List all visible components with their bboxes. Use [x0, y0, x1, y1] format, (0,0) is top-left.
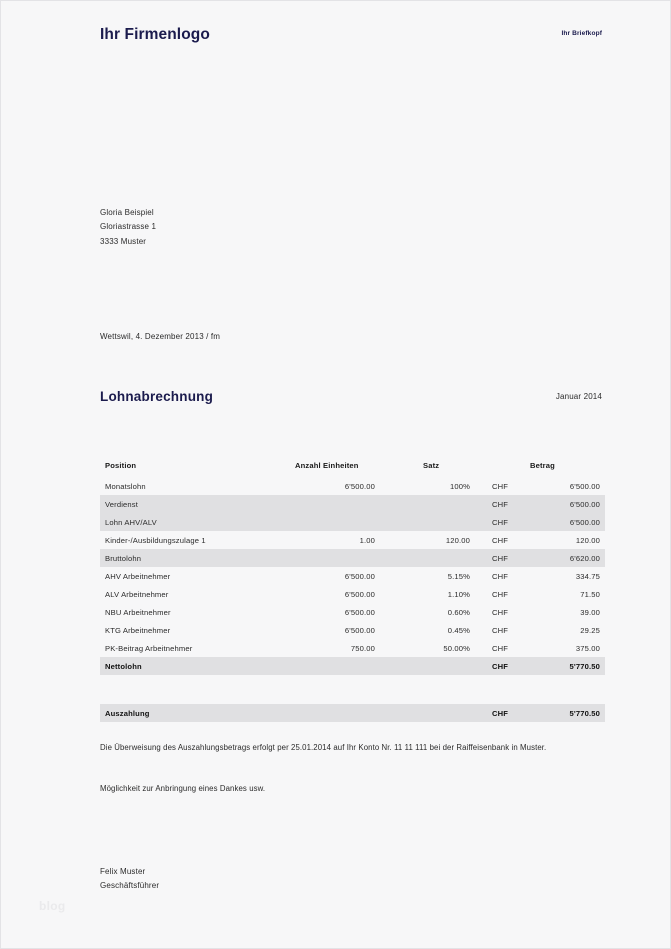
recipient-city: 3333 Muster: [100, 236, 147, 246]
cell-currency: CHF: [492, 607, 509, 617]
column-header-position: Position: [105, 460, 137, 470]
cell-rate: 5.15%: [447, 571, 470, 581]
recipient-address-block: [100, 206, 156, 249]
company-logo-text: Ihr Firmenlogo: [100, 26, 210, 43]
cell-position: Bruttolohn: [105, 553, 142, 563]
cell-quantity: 6'500.00: [344, 625, 375, 635]
cell-position: AHV Arbeitnehmer: [105, 571, 171, 581]
signature-name: Felix Muster: [100, 867, 146, 876]
cell-position: Kinder-/Ausbildungszulage 1: [105, 535, 206, 545]
cell-position: Auszahlung: [105, 708, 150, 718]
payout-section: [100, 704, 605, 722]
cell-currency: CHF: [492, 643, 509, 653]
table-row: [100, 603, 605, 621]
cell-rate: 50.00%: [443, 643, 470, 653]
signature-block: [100, 865, 159, 892]
table-row: [100, 531, 605, 549]
cell-quantity: 1.00: [359, 535, 375, 545]
table-row: [100, 639, 605, 657]
column-header-amount: Betrag: [530, 460, 555, 470]
table-row: [100, 567, 605, 585]
cell-rate: 0.60%: [447, 607, 470, 617]
column-header-rate: Satz: [423, 460, 440, 470]
payroll-table: [100, 453, 605, 675]
cell-position: Monatslohn: [105, 481, 146, 491]
cell-position: Nettolohn: [105, 661, 142, 671]
cell-rate: 1.10%: [447, 589, 470, 599]
table-row: [100, 657, 605, 675]
cell-position: NBU Arbeitnehmer: [105, 607, 171, 617]
cell-amount: 6'500.00: [569, 481, 600, 491]
cell-currency: CHF: [492, 589, 509, 599]
cell-quantity: 750.00: [350, 643, 375, 653]
table-row: [100, 585, 605, 603]
cell-position: Lohn AHV/ALV: [105, 517, 157, 527]
recipient-name: Gloria Beispiel: [100, 208, 154, 217]
table-row: [100, 495, 605, 513]
column-header-quantity: Anzahl Einheiten: [295, 460, 359, 470]
cell-position: Verdienst: [105, 499, 139, 509]
cell-amount: 375.00: [575, 643, 600, 653]
cell-quantity: 6'500.00: [344, 571, 375, 581]
page-title: Lohnabrechnung: [100, 389, 214, 404]
cell-currency: CHF: [492, 553, 509, 563]
cell-rate: 0.45%: [447, 625, 470, 635]
cell-currency: CHF: [492, 535, 509, 545]
table-header-row: [100, 453, 605, 477]
cell-amount: 5'770.50: [569, 661, 600, 671]
cell-currency: CHF: [492, 661, 509, 671]
cell-position: PK-Beitrag Arbeitnehmer: [105, 643, 193, 653]
cell-quantity: 6'500.00: [344, 481, 375, 491]
cell-amount: 29.25: [580, 625, 600, 635]
cell-amount: 334.75: [575, 571, 600, 581]
page-content: [1, 1, 670, 948]
cell-amount: 39.00: [580, 607, 600, 617]
table-row: [100, 513, 605, 531]
cell-amount: 6'620.00: [569, 553, 600, 563]
cell-currency: CHF: [492, 499, 509, 509]
transfer-note-paragraph: Die Überweisung des Auszahlungsbetrags erfolgt per 25.01.2014 auf Ihr Konto Nr. 11 11 111 bei der Raiffeisenbank in Muster.: [100, 743, 547, 752]
table-row: [100, 549, 605, 567]
cell-quantity: 6'500.00: [344, 589, 375, 599]
date-line: Wettswil, 4. Dezember 2013 / fm: [100, 332, 221, 341]
cell-quantity: 6'500.00: [344, 607, 375, 617]
cell-currency: CHF: [492, 571, 509, 581]
document-period: Januar 2014: [555, 392, 602, 401]
table-row: [100, 704, 605, 722]
table-row: [100, 621, 605, 639]
watermark-text: blog: [39, 899, 66, 913]
payout-row-container: [100, 704, 605, 722]
cell-currency: CHF: [492, 481, 509, 491]
cell-position: KTG Arbeitnehmer: [105, 625, 171, 635]
cell-currency: CHF: [492, 625, 509, 635]
cell-rate: 100%: [449, 481, 470, 491]
cell-amount: 71.50: [580, 589, 600, 599]
cell-amount: 6'500.00: [569, 499, 600, 509]
signature-role: Geschäftsführer: [100, 880, 160, 890]
table-body: [100, 477, 605, 675]
cell-amount: 6'500.00: [569, 517, 600, 527]
cell-rate: 120.00: [445, 535, 470, 545]
thanks-note-paragraph: Möglichkeit zur Anbringung eines Dankes usw.: [100, 784, 266, 793]
cell-position: ALV Arbeitnehmer: [105, 589, 169, 599]
cell-amount: 120.00: [575, 535, 600, 545]
cell-amount: 5'770.50: [569, 708, 600, 718]
letterhead-label: Ihr Briefkopf: [561, 30, 602, 37]
table-row: [100, 477, 605, 495]
cell-currency: CHF: [492, 708, 509, 718]
recipient-street: Gloriastrasse 1: [100, 222, 157, 232]
cell-currency: CHF: [492, 517, 509, 527]
